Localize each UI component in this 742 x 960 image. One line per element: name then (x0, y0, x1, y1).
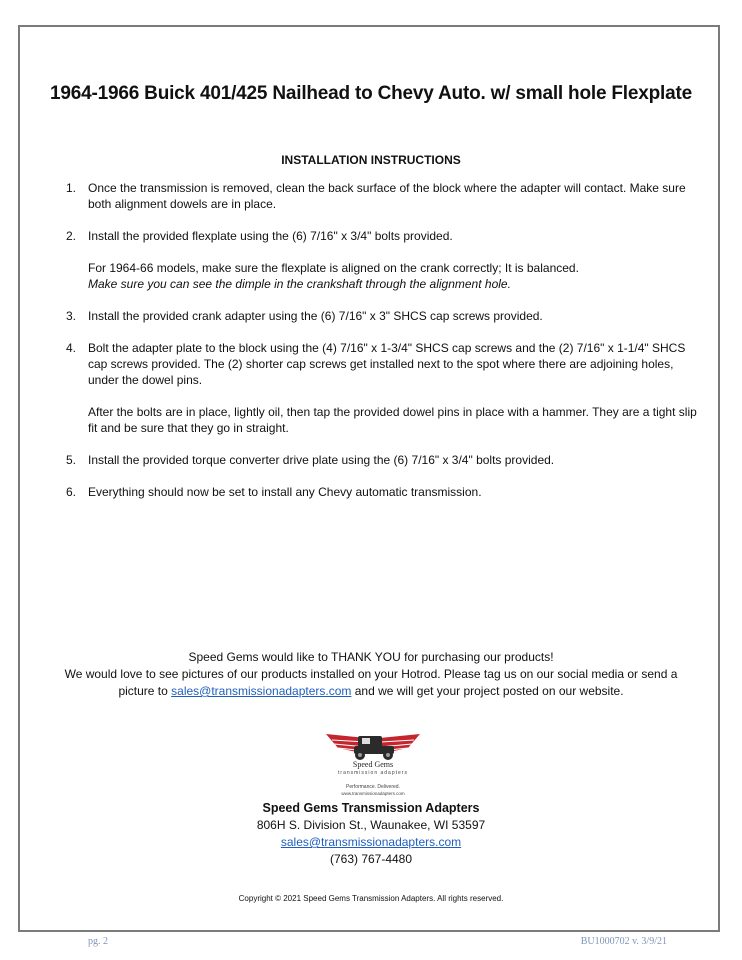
company-address: 806H S. Division St., Waunakee, WI 53597 (256, 818, 486, 832)
list-item (66, 228, 706, 292)
copyright-notice: Copyright © 2021 Speed Gems Transmission Adapters. All rights reserved. (238, 894, 504, 903)
company-email-link[interactable]: sales@transmissionadapters.com (280, 835, 462, 849)
step-note: After the bolts are in place, lightly oil, then tap the provided dowel pins in place with a hammer. They are a tight slip fit and be sure that they go in straight. (88, 405, 697, 435)
step-note: For 1964-66 models, make sure the flexplate is aligned on the crank correctly; It is balanced. (88, 261, 579, 275)
step-text: Everything should now be set to install any Chevy automatic transmission. (88, 485, 482, 499)
section-heading: INSTALLATION INSTRUCTIONS (281, 153, 461, 167)
document-id: BU1000702 v. 3/9/21 (580, 936, 667, 947)
logo-name: Speed Gems (352, 760, 394, 769)
step-note-italic: Make sure you can see the dimple in the crankshaft through the alignment hole. (88, 277, 511, 291)
step-text: Install the provided torque converter drive plate using the (6) 7/16" x 3/4" bolts provided. (88, 453, 555, 467)
step-number: 4. (66, 341, 77, 355)
company-phone: (763) 767-4480 (329, 852, 413, 866)
step-text: Once the transmission is removed, clean the back surface of the block where the adapter will contact. Make sure both alignment dowels are in place. (88, 181, 686, 211)
step-text: Install the provided flexplate using the (6) 7/16" x 3/4" bolts provided. (88, 229, 453, 243)
document-title: 1964-1966 Buick 401/425 Nailhead to Chevy Auto. w/ small hole Flexplate (50, 83, 692, 104)
speed-gems-logo (318, 724, 428, 800)
step-number: 6. (66, 485, 77, 499)
step-number: 3. (66, 309, 77, 323)
thanks-line-1: Speed Gems would like to THANK YOU for purchasing our products! (188, 650, 554, 664)
thank-you-message (0, 649, 742, 700)
logo-tagline: Performance. Delivered. (346, 784, 400, 790)
email-link[interactable]: sales@transmissionadapters.com (171, 684, 352, 698)
list-item (66, 452, 706, 468)
thanks-line-3-post: and we will get your project posted on our website. (351, 684, 624, 698)
thanks-line-2: We would love to see pictures of our products installed on your Hotrod. Please tag us on our social media or send a (64, 667, 678, 681)
list-item (66, 180, 706, 212)
list-item (66, 308, 706, 324)
list-item (66, 484, 706, 500)
instruction-list (66, 180, 706, 516)
step-number: 2. (66, 229, 77, 243)
step-text: Install the provided crank adapter using the (6) 7/16" x 3" SHCS cap screws provided. (88, 309, 543, 323)
logo-website: www.transmissionadapters.com (341, 791, 405, 796)
company-info (0, 800, 742, 868)
step-text: Bolt the adapter plate to the block using the (4) 7/16" x 1-3/4" SHCS cap screws and the (2) 7/16" x 1-1/4" SHCS cap screws provided. The (2) shorter cap screws get installed next to the spot where there are adjoining holes, under the dowel pins. (88, 341, 686, 387)
step-number: 1. (66, 181, 77, 195)
list-item (66, 340, 706, 436)
page-number: pg. 2 (88, 936, 108, 947)
step-number: 5. (66, 453, 77, 467)
logo-subtitle: transmission adapters (338, 770, 408, 776)
thanks-line-3-pre: picture to (118, 684, 172, 698)
company-name: Speed Gems Transmission Adapters (262, 801, 480, 815)
thanks-line-3 (0, 683, 742, 700)
